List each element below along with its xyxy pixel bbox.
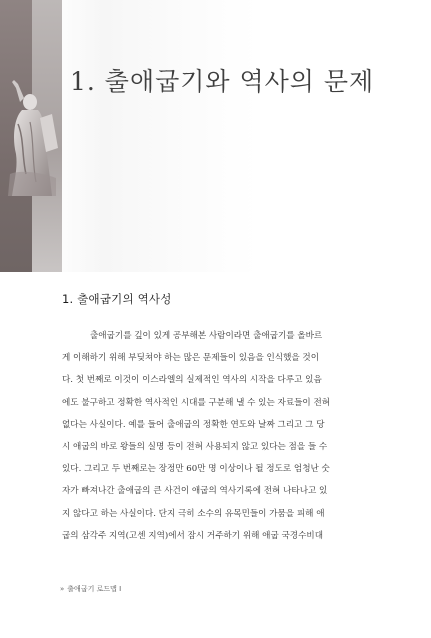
body-line: 시 애굽의 바로 왕들의 실명 등이 전혀 사용되지 않고 있다는 점을 들 수	[62, 441, 328, 452]
body-line: 다. 첫 번째로 이것이 이스라엘의 실제적인 역사의 시작을 다루고 있음	[62, 375, 322, 386]
footer-book-title: 출애굽기 로드맵 I	[67, 585, 122, 593]
body-line: 굽의 삼각주 지역(고센 지역)에서 잠시 거주하기 위해 애굽 국경수비대	[62, 530, 324, 541]
chapter-banner	[0, 0, 431, 272]
body-line: 없다는 사실이다. 예를 들어 출애굽의 정확한 연도와 날짜 그리고 그 당	[62, 419, 325, 430]
body-line: 게 이해하기 위해 부딪쳐야 하는 많은 문제들이 있음을 인식했을 것이	[62, 353, 320, 364]
chapter-title: 1. 출애굽기와 역사의 문제	[70, 67, 375, 96]
body-paragraph	[62, 325, 362, 547]
body-line: 지 않다고 하는 사실이다. 단지 극히 소수의 유목민들이 가뭄을 피해 애	[62, 508, 325, 519]
body-line: 자가 빠져나간 출애굽의 큰 사건이 애굽의 역사기록에 전혀 나타나고 있	[62, 486, 328, 497]
footer-marker: »	[60, 585, 64, 593]
body-line: 에도 불구하고 정확한 역사적인 시대를 구분해 낼 수 있는 자료들이 전혀	[62, 397, 331, 408]
body-line: 있다. 그리고 두 번째로는 장정만 60만 명 이상이나 될 정도로 엄청난 숫	[62, 464, 330, 475]
moses-statue-illustration	[0, 78, 64, 196]
page-footer	[60, 584, 121, 594]
body-line: 출애굽기를 깊이 있게 공부해본 사람이라면 출애굽기를 올바르	[90, 331, 323, 341]
section-heading: 1. 출애굽기의 역사성	[62, 292, 172, 306]
